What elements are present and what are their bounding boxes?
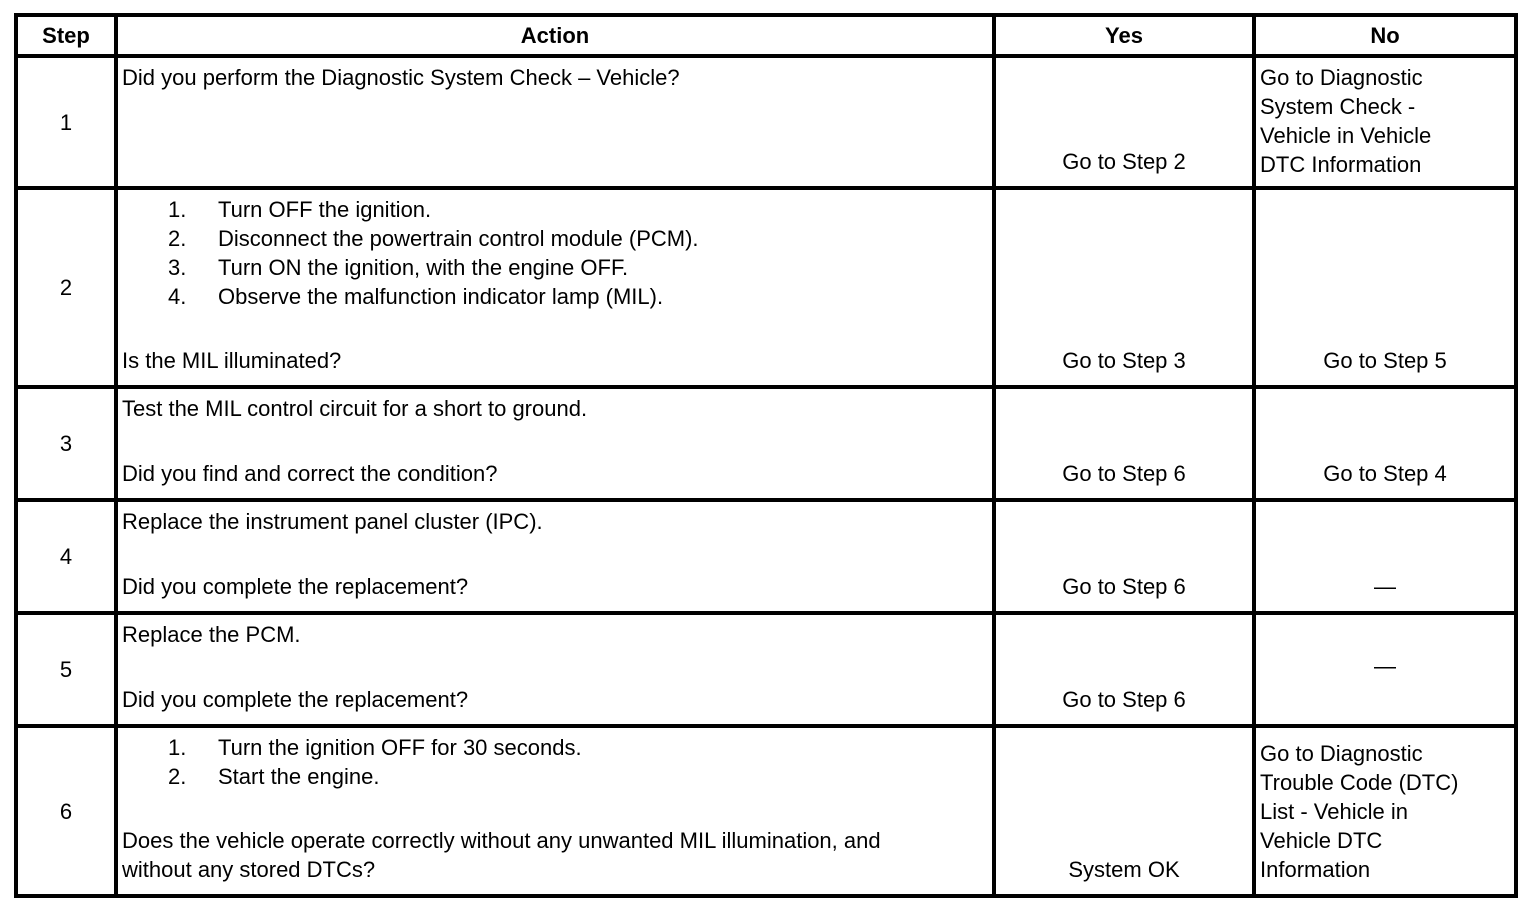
no-result: — [1374,574,1396,599]
no-cell [1254,56,1516,188]
substep-text: Turn the ignition OFF for 30 seconds. [218,735,582,760]
question-text: Did you complete the replacement? [122,687,469,712]
substep-number: 3. [168,255,187,280]
substep-number: 2. [168,764,187,789]
substep-item [168,224,699,253]
action-text: Did you perform the Diagnostic System Check – Vehicle? [122,65,680,90]
step-number: 2 [16,188,116,387]
action-cell [116,387,994,500]
action-text: Test the MIL control circuit for a short to ground. [122,396,588,421]
substep-list [168,195,699,311]
no-result-line: DTC Information [1260,152,1422,177]
substep-number: 1. [168,735,187,760]
no-result-line: List - Vehicle in [1260,799,1408,824]
question-text: Did you find and correct the condition? [122,461,498,486]
no-result [1260,63,1512,179]
yes-cell [994,726,1254,896]
substep-item [168,282,699,311]
no-cell [1254,613,1516,726]
step-number: 6 [16,726,116,896]
no-result-line: Go to Diagnostic [1260,741,1423,766]
no-cell [1254,726,1516,896]
table-row [16,726,1516,896]
substep-item [168,253,699,282]
substep-text: Observe the malfunction indicator lamp (MIL). [218,284,664,309]
action-cell [116,500,994,613]
action-cell [116,613,994,726]
action-cell [116,56,994,188]
question-text: Is the MIL illuminated? [122,348,342,373]
yes-result: Go to Step 6 [1062,687,1186,712]
substep-number: 4. [168,284,187,309]
substep-number: 1. [168,197,187,222]
question-line: Does the vehicle operate correctly without any unwanted MIL illumination, and [122,828,881,853]
no-result-line: Go to Diagnostic [1260,65,1423,90]
substep-text: Disconnect the powertrain control module (PCM). [218,226,699,251]
no-cell [1254,500,1516,613]
action-cell [116,188,994,387]
yes-result: Go to Step 2 [1062,149,1186,174]
substep-item [168,762,582,791]
table-row [16,613,1516,726]
no-result-line: Vehicle DTC [1260,828,1383,853]
yes-cell [994,56,1254,188]
question-text: Did you complete the replacement? [122,574,469,599]
header-step: Step [16,15,116,56]
yes-cell [994,387,1254,500]
no-result: Go to Step 4 [1323,461,1447,486]
table-row [16,387,1516,500]
substep-item [168,733,582,762]
yes-result: Go to Step 6 [1062,574,1186,599]
header-no: No [1254,15,1516,56]
question-line: without any stored DTCs? [122,857,376,882]
table-row [16,56,1516,188]
question-text [122,826,988,884]
step-number: 1 [16,56,116,188]
yes-result: Go to Step 6 [1062,461,1186,486]
table-header-row [16,15,1516,56]
yes-result: Go to Step 3 [1062,348,1186,373]
yes-cell [994,613,1254,726]
yes-cell [994,188,1254,387]
diagnostic-table [14,13,1518,898]
action-cell [116,726,994,896]
yes-cell [994,500,1254,613]
header-action: Action [116,15,994,56]
no-result: Go to Step 5 [1323,348,1447,373]
header-yes: Yes [994,15,1254,56]
action-text: Replace the instrument panel cluster (IPC). [122,509,543,534]
substep-number: 2. [168,226,187,251]
no-cell [1254,188,1516,387]
no-result-line: System Check - [1260,94,1416,119]
step-number: 4 [16,500,116,613]
no-result-line: Vehicle in Vehicle [1260,123,1432,148]
no-result-line: Trouble Code (DTC) [1260,770,1459,795]
no-cell [1254,387,1516,500]
substep-item [168,195,699,224]
no-result: — [1374,653,1396,678]
substep-list [168,733,582,791]
step-number: 3 [16,387,116,500]
step-number: 5 [16,613,116,726]
no-result [1260,739,1512,884]
substep-text: Start the engine. [218,764,380,789]
substep-text: Turn ON the ignition, with the engine OFF. [218,255,629,280]
table-row [16,188,1516,387]
substep-text: Turn OFF the ignition. [218,197,432,222]
no-result-line: Information [1260,857,1371,882]
yes-result: System OK [1068,857,1180,882]
table-row [16,500,1516,613]
action-text: Replace the PCM. [122,622,301,647]
